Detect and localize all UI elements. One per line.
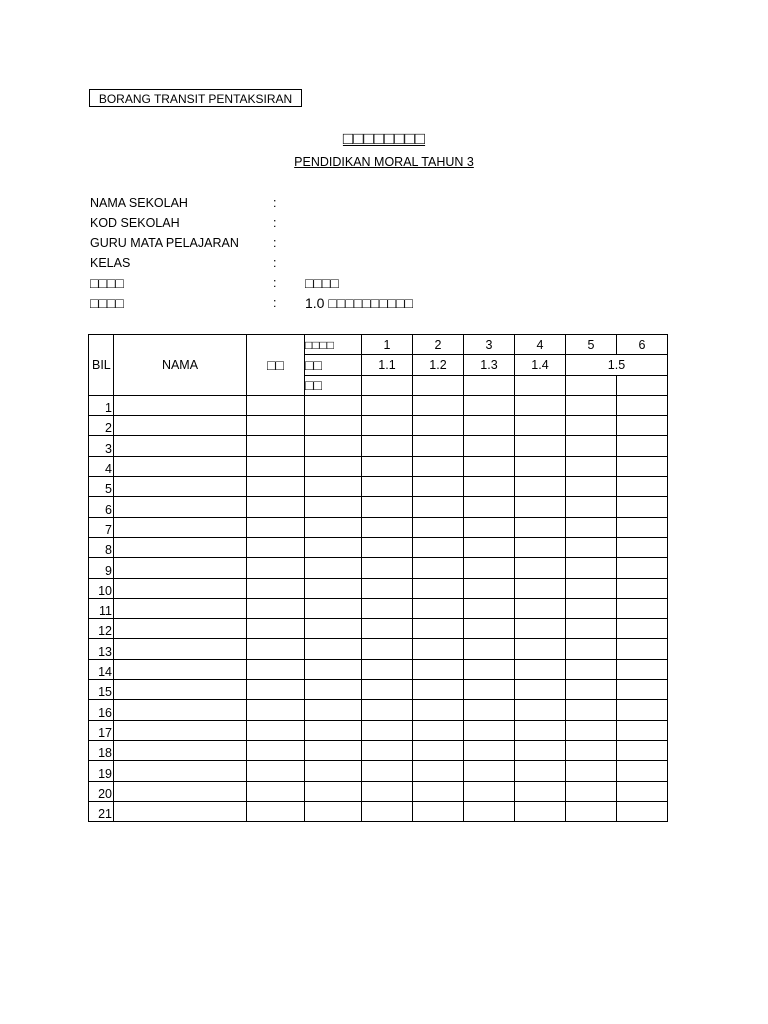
row-label-third: □□ <box>305 375 362 395</box>
entry-cell[interactable] <box>114 659 247 679</box>
entry-cell[interactable] <box>362 558 413 578</box>
entry-cell[interactable] <box>617 781 668 801</box>
table-row <box>89 740 668 760</box>
entry-cell[interactable] <box>247 477 305 497</box>
row-number: 18 <box>89 740 114 760</box>
entry-cell[interactable] <box>515 781 566 801</box>
entry-cell[interactable] <box>617 537 668 557</box>
standard-1-5: 1.5 <box>566 355 668 375</box>
entry-cell[interactable] <box>413 761 464 781</box>
entry-cell[interactable] <box>305 740 362 760</box>
entry-cell[interactable] <box>566 700 617 720</box>
entry-cell[interactable] <box>464 477 515 497</box>
entry-cell[interactable] <box>464 416 515 436</box>
bil-header: BIL <box>89 335 114 396</box>
entry-cell[interactable] <box>247 659 305 679</box>
entry-cell[interactable] <box>247 680 305 700</box>
entry-cell[interactable] <box>515 558 566 578</box>
entry-cell[interactable] <box>247 700 305 720</box>
entry-cell[interactable] <box>305 537 362 557</box>
entry-cell[interactable] <box>413 598 464 618</box>
info-value: 1.0 □□□□□□□□□□ <box>305 295 413 311</box>
entry-cell[interactable] <box>247 781 305 801</box>
table-row <box>89 456 668 476</box>
entry-cell[interactable] <box>413 578 464 598</box>
entry-cell[interactable] <box>515 395 566 415</box>
entry-cell[interactable] <box>305 801 362 821</box>
info-colon: : <box>273 236 277 250</box>
row-number: 9 <box>89 558 114 578</box>
entry-cell[interactable] <box>566 517 617 537</box>
entry-cell[interactable] <box>413 619 464 639</box>
entry-cell[interactable] <box>114 578 247 598</box>
row-number: 4 <box>89 456 114 476</box>
table-row <box>89 801 668 821</box>
entry-cell[interactable] <box>515 720 566 740</box>
entry-cell[interactable] <box>247 639 305 659</box>
entry-cell[interactable] <box>305 395 362 415</box>
entry-cell[interactable] <box>617 416 668 436</box>
entry-cell[interactable] <box>566 740 617 760</box>
info-colon: : <box>273 196 277 210</box>
table-row <box>89 537 668 557</box>
entry-cell[interactable] <box>305 456 362 476</box>
info-label: □□□□ <box>90 295 124 311</box>
info-value: □□□□ <box>305 275 339 291</box>
entry-cell[interactable] <box>617 700 668 720</box>
entry-cell[interactable] <box>114 761 247 781</box>
entry-cell[interactable] <box>515 598 566 618</box>
row-number: 12 <box>89 619 114 639</box>
entry-cell[interactable] <box>566 680 617 700</box>
entry-cell[interactable] <box>464 558 515 578</box>
entry-cell[interactable] <box>305 578 362 598</box>
entry-cell[interactable] <box>617 436 668 456</box>
entry-cell[interactable] <box>464 781 515 801</box>
entry-cell[interactable] <box>362 740 413 760</box>
tp-level-4: 4 <box>515 335 566 355</box>
row-number: 17 <box>89 720 114 740</box>
entry-cell[interactable] <box>362 801 413 821</box>
table-row <box>89 558 668 578</box>
entry-cell[interactable] <box>114 436 247 456</box>
entry-cell[interactable] <box>515 497 566 517</box>
row-number: 5 <box>89 477 114 497</box>
empty-cell <box>413 375 464 395</box>
entry-cell[interactable] <box>617 680 668 700</box>
entry-cell[interactable] <box>114 680 247 700</box>
entry-cell[interactable] <box>362 456 413 476</box>
entry-cell[interactable] <box>114 477 247 497</box>
row-number: 13 <box>89 639 114 659</box>
page-title: □□□□□□□□ <box>342 129 426 148</box>
entry-cell[interactable] <box>617 720 668 740</box>
table-row <box>89 659 668 679</box>
entry-cell[interactable] <box>617 558 668 578</box>
entry-cell[interactable] <box>305 781 362 801</box>
entry-cell[interactable] <box>464 395 515 415</box>
entry-cell[interactable] <box>515 436 566 456</box>
entry-cell[interactable] <box>114 639 247 659</box>
entry-cell[interactable] <box>617 639 668 659</box>
entry-cell[interactable] <box>305 598 362 618</box>
entry-cell[interactable] <box>413 639 464 659</box>
table-row <box>89 619 668 639</box>
entry-cell[interactable] <box>566 477 617 497</box>
entry-cell[interactable] <box>566 781 617 801</box>
entry-cell[interactable] <box>464 740 515 760</box>
row-number: 7 <box>89 517 114 537</box>
row-label-tp: □□□□ <box>305 335 362 355</box>
table-row <box>89 395 668 415</box>
entry-cell[interactable] <box>566 720 617 740</box>
entry-cell[interactable] <box>305 558 362 578</box>
entry-cell[interactable] <box>413 659 464 679</box>
standard-1-1: 1.1 <box>362 355 413 375</box>
entry-cell[interactable] <box>247 720 305 740</box>
entry-cell[interactable] <box>305 436 362 456</box>
entry-cell[interactable] <box>566 639 617 659</box>
row-number: 11 <box>89 598 114 618</box>
entry-cell[interactable] <box>464 517 515 537</box>
row-label-standard: □□ <box>305 355 362 375</box>
table-row <box>89 680 668 700</box>
table-row <box>89 416 668 436</box>
entry-cell[interactable] <box>362 395 413 415</box>
entry-cell[interactable] <box>362 619 413 639</box>
entry-cell[interactable] <box>515 537 566 557</box>
tp-level-5: 5 <box>566 335 617 355</box>
tp-level-1: 1 <box>362 335 413 355</box>
table-row <box>89 497 668 517</box>
entry-cell[interactable] <box>413 416 464 436</box>
entry-cell[interactable] <box>515 659 566 679</box>
entry-cell[interactable] <box>247 801 305 821</box>
entry-cell[interactable] <box>617 578 668 598</box>
entry-cell[interactable] <box>305 517 362 537</box>
entry-cell[interactable] <box>464 680 515 700</box>
row-number: 15 <box>89 680 114 700</box>
entry-cell[interactable] <box>413 700 464 720</box>
tp-level-3: 3 <box>464 335 515 355</box>
entry-cell[interactable] <box>515 619 566 639</box>
table-row <box>89 781 668 801</box>
entry-cell[interactable] <box>617 456 668 476</box>
entry-cell[interactable] <box>305 416 362 436</box>
table-row <box>89 761 668 781</box>
entry-cell[interactable] <box>247 537 305 557</box>
table-row <box>89 436 668 456</box>
entry-cell[interactable] <box>362 497 413 517</box>
entry-cell[interactable] <box>362 781 413 801</box>
entry-cell[interactable] <box>566 761 617 781</box>
entry-cell[interactable] <box>566 456 617 476</box>
entry-cell[interactable] <box>114 801 247 821</box>
empty-cell <box>566 375 617 395</box>
table-row <box>89 578 668 598</box>
entry-cell[interactable] <box>305 720 362 740</box>
entry-cell[interactable] <box>464 801 515 821</box>
entry-cell[interactable] <box>362 639 413 659</box>
entry-cell[interactable] <box>617 761 668 781</box>
empty-cell <box>617 375 668 395</box>
entry-cell[interactable] <box>114 740 247 760</box>
table-row <box>89 639 668 659</box>
entry-cell[interactable] <box>464 436 515 456</box>
info-label: □□□□ <box>90 275 124 291</box>
entry-cell[interactable] <box>114 416 247 436</box>
entry-cell[interactable] <box>413 537 464 557</box>
table-row <box>89 598 668 618</box>
row-number: 8 <box>89 537 114 557</box>
entry-cell[interactable] <box>413 456 464 476</box>
entry-cell[interactable] <box>464 598 515 618</box>
entry-cell[interactable] <box>617 598 668 618</box>
entry-cell[interactable] <box>413 395 464 415</box>
entry-cell[interactable] <box>515 517 566 537</box>
entry-cell[interactable] <box>114 720 247 740</box>
entry-cell[interactable] <box>413 558 464 578</box>
entry-cell[interactable] <box>566 497 617 517</box>
entry-cell[interactable] <box>362 680 413 700</box>
entry-cell[interactable] <box>413 740 464 760</box>
row-number: 20 <box>89 781 114 801</box>
entry-cell[interactable] <box>362 477 413 497</box>
entry-cell[interactable] <box>413 517 464 537</box>
entry-cell[interactable] <box>515 761 566 781</box>
entry-cell[interactable] <box>617 740 668 760</box>
third-header: □□ <box>247 335 305 396</box>
entry-cell[interactable] <box>413 781 464 801</box>
entry-cell[interactable] <box>617 477 668 497</box>
entry-cell[interactable] <box>362 517 413 537</box>
entry-cell[interactable] <box>362 436 413 456</box>
entry-cell[interactable] <box>515 801 566 821</box>
entry-cell[interactable] <box>247 497 305 517</box>
entry-cell[interactable] <box>305 659 362 679</box>
entry-cell[interactable] <box>362 720 413 740</box>
entry-cell[interactable] <box>566 416 617 436</box>
row-number: 16 <box>89 700 114 720</box>
entry-cell[interactable] <box>305 680 362 700</box>
row-number: 19 <box>89 761 114 781</box>
entry-cell[interactable] <box>515 639 566 659</box>
tp-level-6: 6 <box>617 335 668 355</box>
entry-cell[interactable] <box>515 477 566 497</box>
entry-cell[interactable] <box>515 700 566 720</box>
info-label: GURU MATA PELAJARAN <box>90 236 239 250</box>
empty-cell <box>464 375 515 395</box>
entry-cell[interactable] <box>247 761 305 781</box>
entry-cell[interactable] <box>515 416 566 436</box>
entry-cell[interactable] <box>413 497 464 517</box>
entry-cell[interactable] <box>617 801 668 821</box>
entry-cell[interactable] <box>464 720 515 740</box>
entry-cell[interactable] <box>362 578 413 598</box>
entry-cell[interactable] <box>247 598 305 618</box>
entry-cell[interactable] <box>247 740 305 760</box>
row-number: 1 <box>89 395 114 415</box>
entry-cell[interactable] <box>247 578 305 598</box>
entry-cell[interactable] <box>515 578 566 598</box>
info-label: KOD SEKOLAH <box>90 216 180 230</box>
entry-cell[interactable] <box>114 395 247 415</box>
entry-cell[interactable] <box>566 436 617 456</box>
standard-1-3: 1.3 <box>464 355 515 375</box>
entry-cell[interactable] <box>362 537 413 557</box>
entry-cell[interactable] <box>247 456 305 476</box>
row-number: 14 <box>89 659 114 679</box>
entry-cell[interactable] <box>464 537 515 557</box>
entry-cell[interactable] <box>464 700 515 720</box>
entry-cell[interactable] <box>305 477 362 497</box>
assessment-table <box>88 334 668 822</box>
row-number: 2 <box>89 416 114 436</box>
info-colon: : <box>273 276 277 290</box>
entry-cell[interactable] <box>617 497 668 517</box>
entry-cell[interactable] <box>413 680 464 700</box>
entry-cell[interactable] <box>464 497 515 517</box>
entry-cell[interactable] <box>464 619 515 639</box>
table-row <box>89 700 668 720</box>
entry-cell[interactable] <box>413 720 464 740</box>
entry-cell[interactable] <box>515 680 566 700</box>
entry-cell[interactable] <box>362 659 413 679</box>
entry-cell[interactable] <box>362 416 413 436</box>
entry-cell[interactable] <box>114 781 247 801</box>
entry-cell[interactable] <box>305 700 362 720</box>
table-row <box>89 477 668 497</box>
standard-1-4: 1.4 <box>515 355 566 375</box>
entry-cell[interactable] <box>566 598 617 618</box>
entry-cell[interactable] <box>114 558 247 578</box>
entry-cell[interactable] <box>566 537 617 557</box>
entry-cell[interactable] <box>566 578 617 598</box>
entry-cell[interactable] <box>247 558 305 578</box>
entry-cell[interactable] <box>114 537 247 557</box>
entry-cell[interactable] <box>413 436 464 456</box>
row-number: 3 <box>89 436 114 456</box>
entry-cell[interactable] <box>566 659 617 679</box>
page-subtitle: PENDIDIKAN MORAL TAHUN 3 <box>294 155 474 169</box>
entry-cell[interactable] <box>617 395 668 415</box>
entry-cell[interactable] <box>617 619 668 639</box>
entry-cell[interactable] <box>362 700 413 720</box>
entry-cell[interactable] <box>247 416 305 436</box>
table-row <box>89 720 668 740</box>
tp-level-2: 2 <box>413 335 464 355</box>
entry-cell[interactable] <box>247 395 305 415</box>
info-colon: : <box>273 256 277 270</box>
entry-cell[interactable] <box>362 598 413 618</box>
info-colon: : <box>273 216 277 230</box>
entry-cell[interactable] <box>114 619 247 639</box>
entry-cell[interactable] <box>566 558 617 578</box>
row-number: 10 <box>89 578 114 598</box>
entry-cell[interactable] <box>617 659 668 679</box>
entry-cell[interactable] <box>247 517 305 537</box>
form-box-title: BORANG TRANSIT PENTAKSIRAN <box>89 89 302 107</box>
info-label: NAMA SEKOLAH <box>90 196 188 210</box>
row-number: 6 <box>89 497 114 517</box>
entry-cell[interactable] <box>566 395 617 415</box>
entry-cell[interactable] <box>464 761 515 781</box>
entry-cell[interactable] <box>566 801 617 821</box>
empty-cell <box>362 375 413 395</box>
entry-cell[interactable] <box>305 639 362 659</box>
nama-header: NAMA <box>114 335 247 396</box>
entry-cell[interactable] <box>305 497 362 517</box>
entry-cell[interactable] <box>114 517 247 537</box>
empty-cell <box>515 375 566 395</box>
info-label: KELAS <box>90 256 131 270</box>
table-row <box>89 517 668 537</box>
entry-cell[interactable] <box>515 456 566 476</box>
entry-cell[interactable] <box>305 619 362 639</box>
entry-cell[interactable] <box>413 477 464 497</box>
entry-cell[interactable] <box>114 456 247 476</box>
row-number: 21 <box>89 801 114 821</box>
entry-cell[interactable] <box>617 517 668 537</box>
standard-1-2: 1.2 <box>413 355 464 375</box>
entry-cell[interactable] <box>114 598 247 618</box>
entry-cell[interactable] <box>362 761 413 781</box>
entry-cell[interactable] <box>114 700 247 720</box>
info-colon: : <box>273 296 277 310</box>
entry-cell[interactable] <box>464 659 515 679</box>
entry-cell[interactable] <box>464 639 515 659</box>
entry-cell[interactable] <box>247 619 305 639</box>
entry-cell[interactable] <box>566 619 617 639</box>
entry-cell[interactable] <box>464 578 515 598</box>
entry-cell[interactable] <box>247 436 305 456</box>
entry-cell[interactable] <box>464 456 515 476</box>
entry-cell[interactable] <box>413 801 464 821</box>
entry-cell[interactable] <box>515 740 566 760</box>
entry-cell[interactable] <box>114 497 247 517</box>
entry-cell[interactable] <box>305 761 362 781</box>
